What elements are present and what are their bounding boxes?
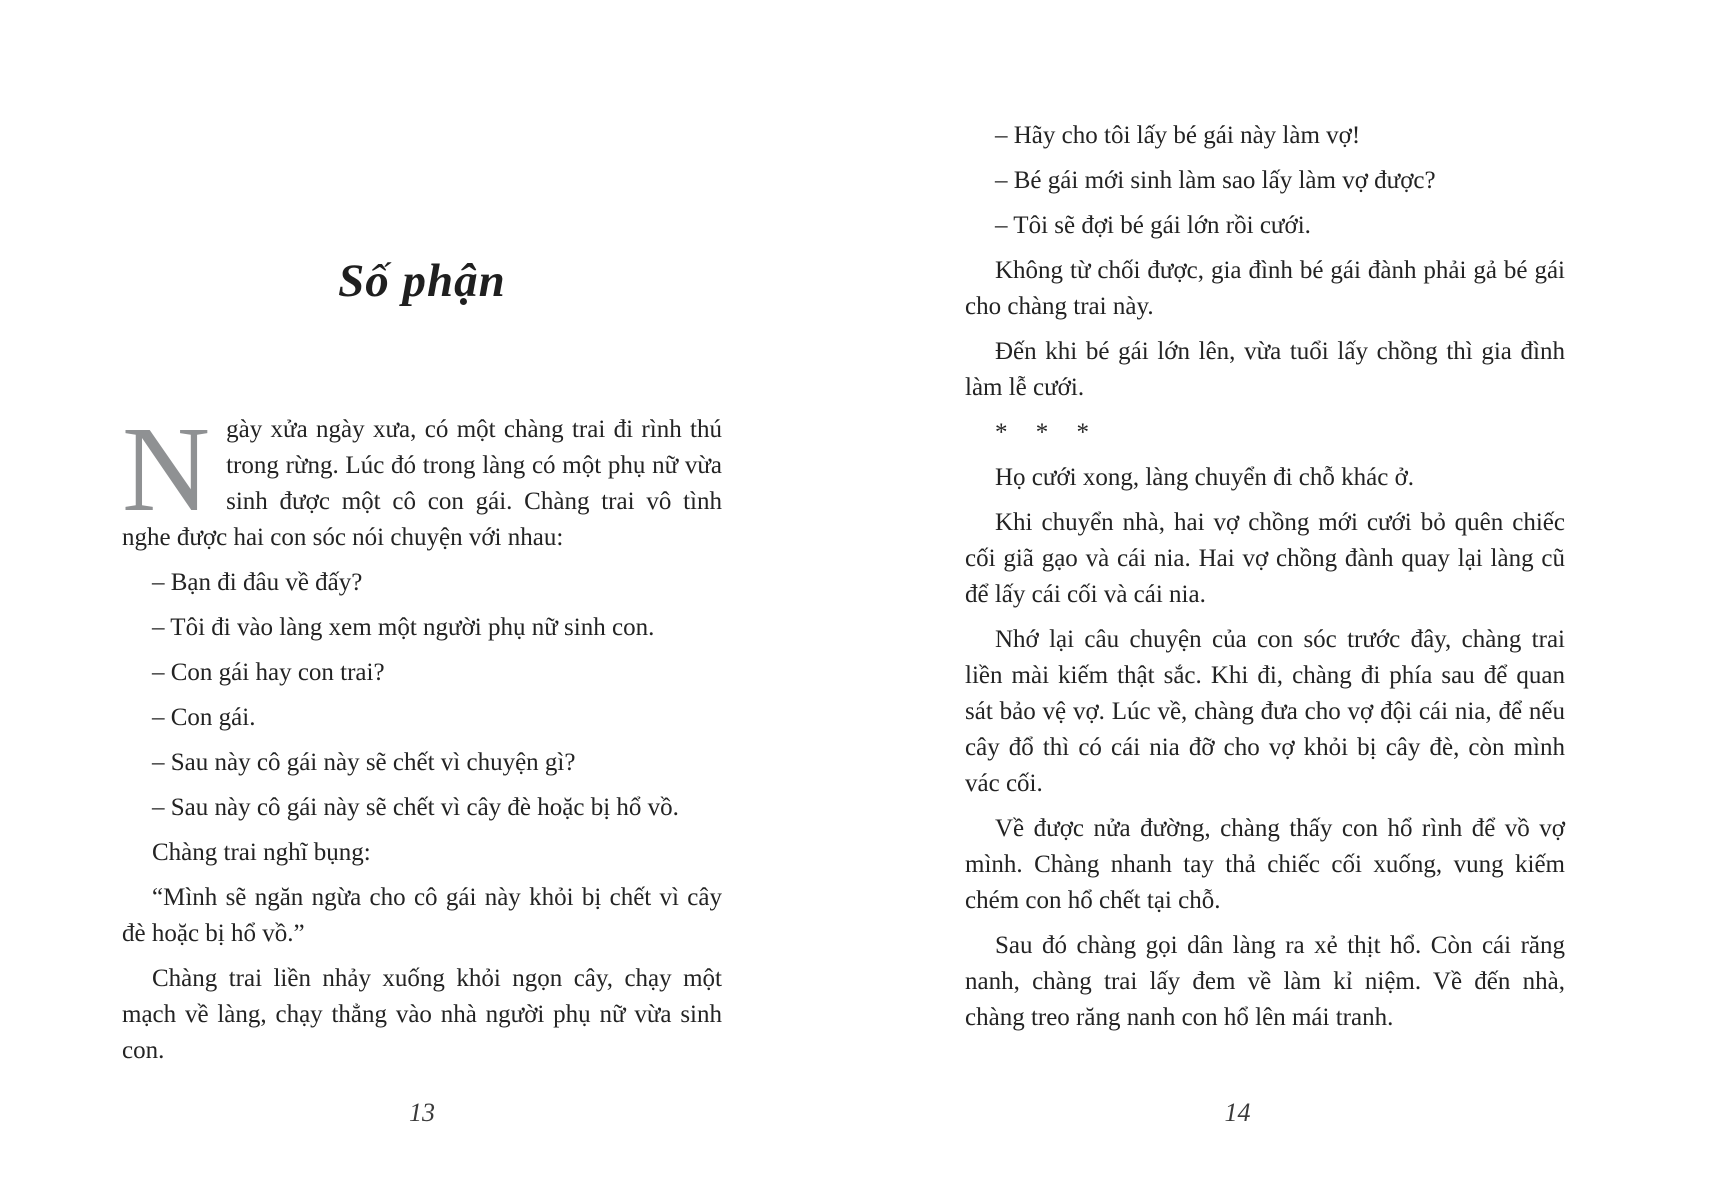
narration-paragraph: Sau đó chàng gọi dân làng ra xẻ thịt hổ. Còn cái răng nanh, chàng trai lấy đem về làm kỉ niệm. Về đến nhà, chàng treo răng nanh con hổ lên mái tranh. — [965, 932, 1565, 1031]
page-number-left: 13 — [409, 1098, 435, 1127]
narration-paragraph: Đến khi bé gái lớn lên, vừa tuổi lấy chồng thì gia đình làm lễ cưới. — [965, 338, 1565, 401]
right-page — [854, 0, 1708, 1184]
narration-paragraph: Chàng trai liền nhảy xuống khỏi ngọn cây, chạy một mạch về làng, chạy thẳng vào nhà người phụ nữ vừa sinh con. — [122, 965, 722, 1064]
page-number-right: 14 — [1224, 1098, 1251, 1127]
dialogue-line: – Sau này cô gái này sẽ chết vì chuyện gì? — [152, 749, 576, 776]
dialogue-line: – Bé gái mới sinh làm sao lấy làm vợ được? — [995, 167, 1436, 194]
right-page-text-column — [965, 0, 1565, 1036]
narration-paragraph: Khi chuyển nhà, hai vợ chồng mới cưới bỏ quên chiếc cối giã gạo và cái nia. Hai vợ chồng đành quay lại làng cũ để lấy cái cối và cái nia. — [965, 509, 1565, 608]
narration-paragraph: Không từ chối được, gia đình bé gái đành phải gả bé gái cho chàng trai này. — [965, 257, 1565, 320]
left-page-text-column — [122, 0, 722, 1069]
dialogue-line: – Con gái. — [152, 704, 256, 731]
left-page — [0, 0, 854, 1184]
dialogue-line: – Bạn đi đâu về đấy? — [152, 569, 363, 596]
story-title: Số phận — [338, 255, 506, 307]
opening-paragraph-text: gày xửa ngày xưa, có một chàng trai đi rình thú trong rừng. Lúc đó trong làng có một phụ nữ vừa sinh được một cô con gái. Chàng trai vô tình nghe được hai con sóc nói chuyện với nhau: — [122, 416, 722, 551]
dialogue-line: – Hãy cho tôi lấy bé gái này làm vợ! — [995, 122, 1361, 149]
dialogue-line: – Con gái hay con trai? — [152, 659, 385, 686]
narration-paragraph: Chàng trai nghĩ bụng: — [152, 839, 371, 866]
narration-paragraph: Nhớ lại câu chuyện của con sóc trước đây, chàng trai liền mài kiếm thật sắc. Khi đi, chàng đi phía sau để quan sát bảo vệ vợ. Lúc về, chàng đưa cho vợ đội cái nia, để nếu cây đổ thì có cái nia đỡ cho vợ khỏi bị cây đè, còn mình vác cối. — [965, 626, 1565, 797]
dialogue-line: – Tôi sẽ đợi bé gái lớn rồi cưới. — [995, 212, 1311, 239]
dialogue-line: – Tôi đi vào làng xem một người phụ nữ sinh con. — [152, 614, 655, 641]
narration-paragraph: Họ cưới xong, làng chuyển đi chỗ khác ở. — [995, 464, 1415, 491]
drop-cap-letter: N — [122, 402, 211, 537]
asterisk-section-break: * * * — [995, 419, 1089, 446]
quote-paragraph: “Mình sẽ ngăn ngừa cho cô gái này khỏi bị chết vì cây đè hoặc bị hổ vồ.” — [122, 884, 722, 947]
opening-paragraph — [122, 402, 722, 556]
dialogue-line: – Sau này cô gái này sẽ chết vì cây đè hoặc bị hổ vồ. — [152, 794, 679, 821]
narration-paragraph: Về được nửa đường, chàng thấy con hổ rình để vồ vợ mình. Chàng nhanh tay thả chiếc cối xuống, vung kiếm chém con hổ chết tại chỗ. — [965, 815, 1565, 914]
